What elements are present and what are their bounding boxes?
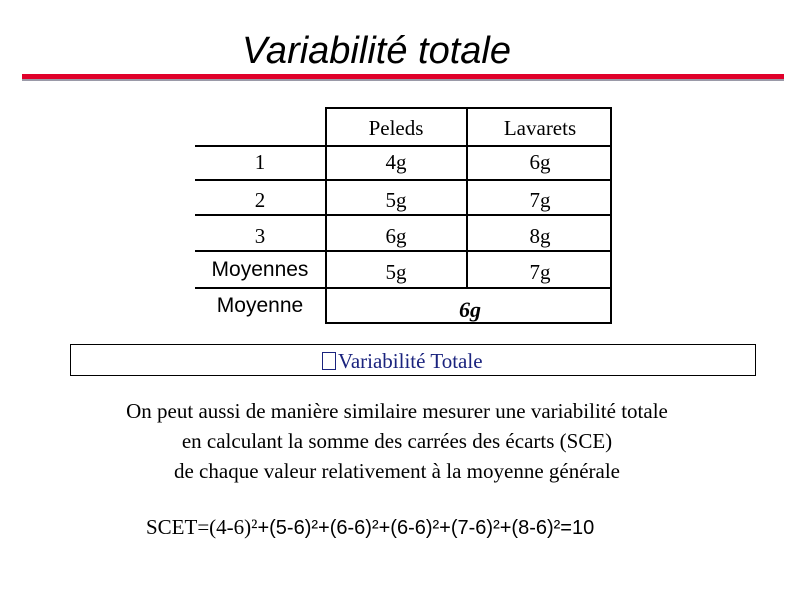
cell-lavarets: 8g	[529, 224, 551, 248]
table-vline	[610, 107, 612, 324]
cell-peleds: 5g	[385, 188, 407, 212]
row-label: 2	[254, 188, 266, 212]
table-divider	[195, 214, 612, 216]
sce-formula	[146, 512, 594, 543]
cell-peleds: 6g	[385, 224, 407, 248]
table-divider	[195, 287, 612, 289]
cell-peleds: 4g	[385, 150, 407, 174]
table-divider	[195, 250, 612, 252]
means-label: Moyennes	[211, 258, 309, 281]
grand-mean-label: Moyenne	[216, 294, 304, 317]
header-lavarets: Lavarets	[503, 116, 577, 140]
table-vline	[325, 107, 327, 324]
grand-mean-value: 6g	[459, 297, 481, 322]
formula-prefix: SCET=(4-6)²	[146, 515, 258, 539]
header-peleds: Peleds	[368, 116, 424, 140]
paragraph-line: On peut aussi de manière similaire mesurer une variabilité totale	[126, 399, 668, 423]
cell-lavarets: 7g	[529, 188, 551, 212]
paragraph-line: en calculant la somme des carrées des écarts (SCE)	[181, 429, 613, 453]
table-border-bottom	[327, 322, 612, 324]
bullet-icon	[322, 352, 336, 370]
table-border-top	[327, 107, 612, 109]
row-label: 3	[254, 224, 266, 248]
mean-peleds: 5g	[385, 260, 407, 284]
explanation-paragraph	[20, 396, 774, 486]
table-vline	[466, 107, 468, 289]
paragraph-line: de chaque valeur relativement à la moyenne générale	[173, 459, 620, 483]
table-divider	[195, 179, 612, 181]
section-label	[322, 347, 483, 375]
mean-lavarets: 7g	[529, 260, 551, 284]
section-label-text: Variabilité Totale	[338, 349, 483, 373]
table-divider	[195, 145, 612, 147]
cell-lavarets: 6g	[529, 150, 551, 174]
title-underline	[22, 74, 784, 81]
page-title: Variabilité totale	[242, 30, 511, 72]
row-label: 1	[254, 150, 266, 174]
formula-rest: +(5-6)²+(6-6)²+(6-6)²+(7-6)²+(8-6)²=10	[257, 517, 595, 539]
